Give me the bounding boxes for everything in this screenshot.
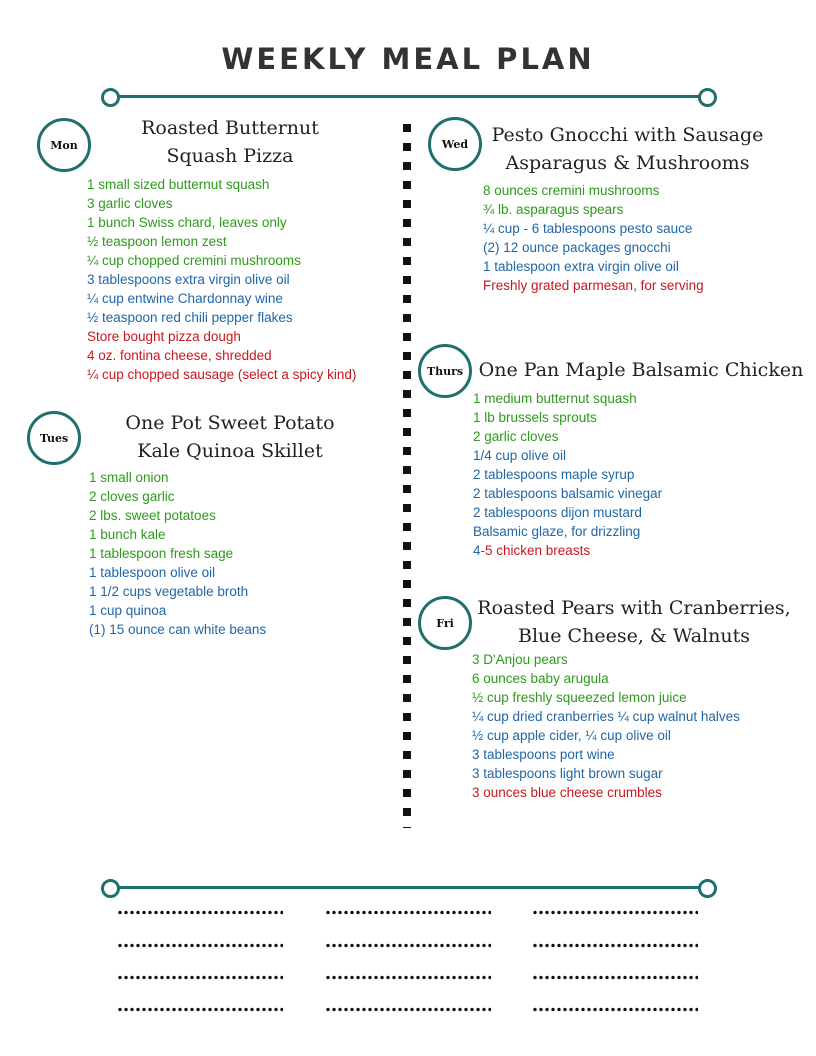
page-title: WEEKLY MEAL PLAN bbox=[221, 42, 595, 76]
note-line bbox=[532, 1007, 698, 1012]
top-rule-right-end bbox=[698, 88, 717, 107]
ingredient-item: 2 garlic cloves bbox=[473, 429, 559, 444]
recipe-title-thurs: One Pan Maple Balsamic Chicken bbox=[478, 359, 804, 381]
ingredient-item: ½ teaspoon red chili pepper flakes bbox=[87, 310, 293, 325]
ingredient-item: 1 tablespoon olive oil bbox=[89, 565, 216, 580]
bottom-rule-left-end bbox=[101, 879, 120, 898]
ingredient-item: 3 ounces blue cheese crumbles bbox=[472, 785, 662, 800]
note-line bbox=[325, 1007, 491, 1012]
day-badge-thurs: Thurs bbox=[418, 344, 472, 398]
ingredient-item: ½ cup freshly squeezed lemon juice bbox=[472, 690, 687, 705]
day-badge-tues: Tues bbox=[27, 411, 81, 465]
note-line bbox=[117, 975, 283, 980]
ingredient-item: ½ teaspoon lemon zest bbox=[87, 234, 227, 249]
ingredient-item: 2 cloves garlic bbox=[89, 489, 175, 504]
ingredient-item: ¼ cup chopped cremini mushrooms bbox=[87, 253, 301, 268]
ingredient-item: 3 tablespoons port wine bbox=[472, 747, 615, 762]
ingredient-item: 1 small sized butternut squash bbox=[87, 177, 270, 192]
ingredient-item: 1 tablespoon fresh sage bbox=[89, 546, 234, 561]
ingredient-item: Balsamic glaze, for drizzling bbox=[473, 524, 641, 539]
ingredient-item: 3 tablespoons extra virgin olive oil bbox=[87, 272, 290, 287]
recipe-title-tues: One Pot Sweet Potato Kale Quinoa Skillet bbox=[125, 412, 335, 462]
note-line bbox=[325, 943, 491, 948]
note-line bbox=[117, 1007, 283, 1012]
ingredient-item: 1 medium butternut squash bbox=[473, 391, 637, 406]
ingredient-item: Store bought pizza dough bbox=[87, 329, 241, 344]
ingredient-item: ¼ cup chopped sausage (select a spicy kind) bbox=[87, 367, 357, 382]
ingredient-item: 2 tablespoons dijon mustard bbox=[473, 505, 642, 520]
ingredient-item: 1 bunch kale bbox=[89, 527, 166, 542]
top-rule-left-end bbox=[101, 88, 120, 107]
ingredient-item: 3 garlic cloves bbox=[87, 196, 173, 211]
recipe-title-wed: Pesto Gnocchi with Sausage Asparagus & Mushrooms bbox=[491, 124, 764, 174]
day-badge-mon: Mon bbox=[37, 118, 91, 172]
note-line bbox=[117, 910, 283, 915]
ingredient-item: 2 lbs. sweet potatoes bbox=[89, 508, 216, 523]
ingredient-item: 2 tablespoons balsamic vinegar bbox=[473, 486, 663, 501]
ingredient-list-mon bbox=[87, 175, 356, 384]
day-badge-wed: Wed bbox=[428, 117, 482, 171]
ingredient-item: ½ cup apple cider, ¼ cup olive oil bbox=[472, 728, 671, 743]
ingredient-item: 1 lb brussels sprouts bbox=[473, 410, 597, 425]
ingredient-part: 4- bbox=[473, 543, 486, 558]
note-line bbox=[532, 910, 698, 915]
recipe-title-fri: Roasted Pears with Cranberries, Blue Cheese, & Walnuts bbox=[477, 597, 791, 647]
ingredient-part: 5 chicken breasts bbox=[485, 543, 591, 558]
ingredient-item: 1 cup quinoa bbox=[89, 603, 167, 618]
ingredient-item: 8 ounces cremini mushrooms bbox=[483, 183, 660, 198]
ingredient-item: ¾ lb. asparagus spears bbox=[483, 202, 624, 217]
ingredient-item: (1) 15 ounce can white beans bbox=[89, 622, 267, 637]
ingredient-item: ¼ cup dried cranberries ¼ cup walnut halves bbox=[472, 709, 740, 724]
ingredient-item: 3 tablespoons light brown sugar bbox=[472, 766, 663, 781]
ingredient-item: 1 1/2 cups vegetable broth bbox=[89, 584, 249, 599]
ingredient-list-fri bbox=[472, 650, 740, 802]
ingredient-item: 6 ounces baby arugula bbox=[472, 671, 609, 686]
ingredient-item: 2 tablespoons maple syrup bbox=[473, 467, 635, 482]
ingredient-item: 3 D'Anjou pears bbox=[472, 652, 568, 667]
ingredient-item: ¼ cup - 6 tablespoons pesto sauce bbox=[483, 221, 693, 236]
ingredient-list-thurs bbox=[473, 389, 662, 560]
day-badge-fri: Fri bbox=[418, 596, 472, 650]
note-line bbox=[532, 943, 698, 948]
ingredient-item: 1 tablespoon extra virgin olive oil bbox=[483, 259, 679, 274]
ingredient-item: 1 bunch Swiss chard, leaves only bbox=[87, 215, 287, 230]
bottom-rule bbox=[110, 886, 710, 889]
ingredient-item: (2) 12 ounce packages gnocchi bbox=[483, 240, 671, 255]
note-line bbox=[325, 910, 491, 915]
note-line bbox=[532, 975, 698, 980]
bottom-rule-right-end bbox=[698, 879, 717, 898]
column-divider bbox=[403, 124, 411, 828]
ingredient-list-tues bbox=[89, 468, 266, 639]
ingredient-item: 4 oz. fontina cheese, shredded bbox=[87, 348, 272, 363]
ingredient-item: Freshly grated parmesan, for serving bbox=[483, 278, 704, 293]
note-line bbox=[325, 975, 491, 980]
ingredient-item: 1/4 cup olive oil bbox=[473, 448, 567, 463]
ingredient-list-wed bbox=[483, 181, 704, 295]
top-rule bbox=[110, 95, 710, 98]
ingredient-item: 1 small onion bbox=[89, 470, 169, 485]
note-line bbox=[117, 943, 283, 948]
ingredient-item: ¼ cup entwine Chardonnay wine bbox=[87, 291, 283, 306]
recipe-title-mon: Roasted Butternut Squash Pizza bbox=[141, 117, 319, 167]
ingredient-item bbox=[473, 541, 662, 560]
